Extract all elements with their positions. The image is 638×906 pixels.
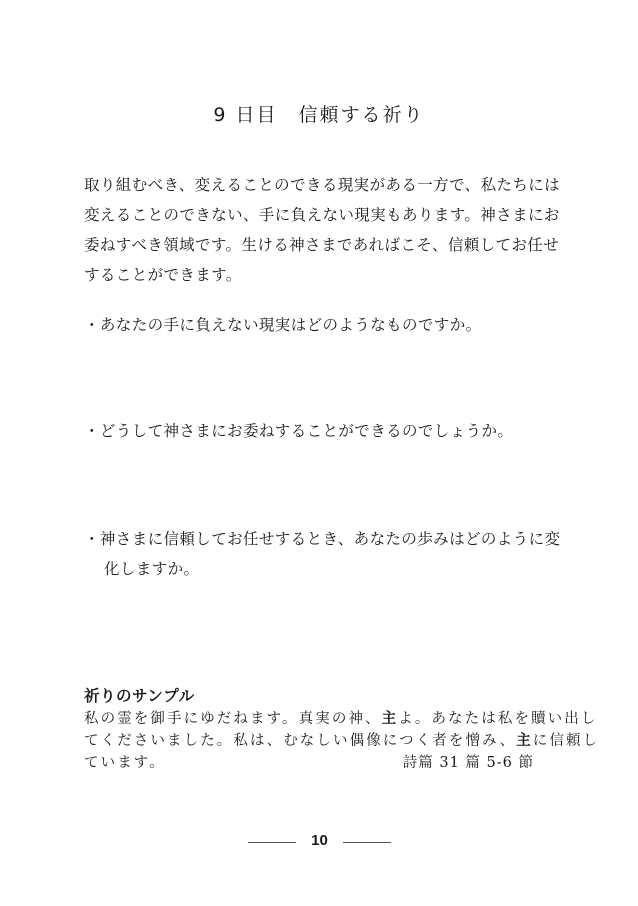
sample-text: に信頼し	[532, 733, 600, 749]
question-line: 化しますか。	[104, 560, 200, 578]
question-line: ・神さまに信頼してお任せするとき、あなたの歩みはどのように変	[84, 530, 561, 548]
page-title: 9 日目 信頼する祈り	[213, 104, 425, 126]
intro-line: することができます。	[84, 266, 242, 284]
sample-text: 私の霊を御手にゆだねます。真実の神、	[84, 711, 382, 727]
sample-prayer-heading: 祈りのサンプル	[84, 687, 195, 705]
sample-line	[84, 730, 600, 752]
intro-line: 取り組むべき、変えることのできる現実がある一方で、私たちには	[84, 176, 561, 194]
sample-text: ています。	[84, 755, 166, 771]
question-3	[84, 524, 564, 584]
page-number: 10	[311, 832, 328, 849]
sample-text: てくださいました。私は、むなしい偶像につく者を憎み、	[84, 733, 517, 749]
intro-line: 委ねすべき領域です。生ける神さまであればこそ、信頼してお任せ	[84, 236, 560, 254]
scripture-reference: 詩篇 31 篇 5-6 節	[402, 755, 534, 771]
lord-emphasis: 主	[516, 732, 533, 749]
page-footer	[0, 832, 638, 852]
question-line: ・どうして神さまにお委ねすることができるのでしょうか。	[84, 422, 514, 440]
question-1	[84, 310, 564, 340]
sample-text: よ。あなたは私を贖い出し	[398, 711, 598, 727]
sample-line	[84, 752, 564, 774]
sample-line	[84, 708, 598, 730]
question-2	[84, 416, 564, 446]
intro-line: 変えることのできない、手に負えない現実もあります。神さまにお	[84, 206, 560, 224]
footer-rule-left	[248, 842, 296, 843]
lord-emphasis: 主	[381, 710, 399, 727]
footer-rule-right	[343, 842, 391, 843]
sample-prayer-text	[84, 708, 600, 774]
question-line: ・あなたの手に負えない現実はどのようなものですか。	[84, 316, 482, 334]
intro-paragraph	[84, 170, 564, 290]
